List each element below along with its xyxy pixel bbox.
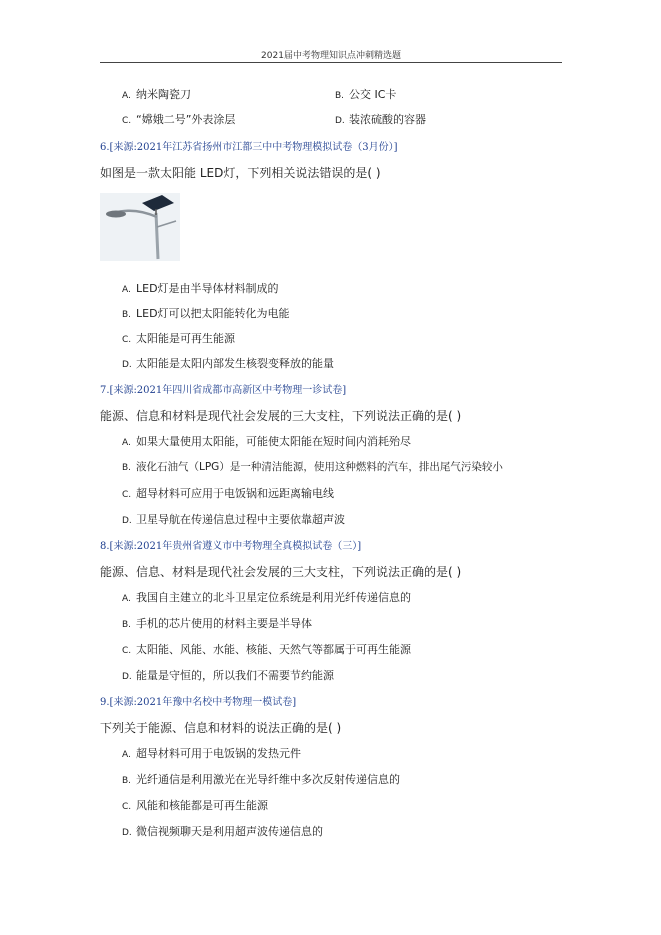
q9-option-b: B. 光纤通信是利用激光在光导纤维中多次反射传递信息的 xyxy=(122,773,400,786)
q5-option-c: C. “嫦娥二号”外表涂层 xyxy=(122,113,236,126)
q8-option-a: A. 我国自主建立的北斗卫星定位系统是利用光纤传递信息的 xyxy=(122,591,411,604)
q8-stem: 能源、信息、材料是现代社会发展的三大支柱，下列说法正确的是( ) xyxy=(100,565,462,579)
q6-option-a: A. LED灯是由半导体材料制成的 xyxy=(122,282,279,295)
q7-stem: 能源、信息和材料是现代社会发展的三大支柱，下列说法正确的是( ) xyxy=(100,409,462,423)
q8-option-c: C. 太阳能、风能、水能、核能、天然气等都属于可再生能源 xyxy=(122,643,411,656)
q9-stem: 下列关于能源、信息和材料的说法正确的是( ) xyxy=(100,721,342,735)
q9-option-c: C. 风能和核能都是可再生能源 xyxy=(122,799,268,812)
q7-option-d: D. 卫星导航在传递信息过程中主要依靠超声波 xyxy=(122,513,345,526)
page-header: 2021届中考物理知识点冲刺精选题 xyxy=(261,51,401,61)
q8-source: 8.[来源:2021年贵州省遵义市中考物理全真模拟试卷（三）] xyxy=(100,541,362,552)
q9-option-a: A. 超导材料可用于电饭锅的发热元件 xyxy=(122,747,301,760)
q6-source: 6.[来源:2021年江苏省扬州市江都三中中考物理模拟试卷（3月份）] xyxy=(100,142,398,153)
q5-option-b: B. 公交 IC卡 xyxy=(335,88,397,101)
header-divider xyxy=(100,62,562,63)
q8-option-b: B. 手机的芯片使用的材料主要是半导体 xyxy=(122,617,312,630)
q6-option-d: D. 太阳能是太阳内部发生核裂变释放的能量 xyxy=(122,357,334,370)
q6-option-c: C. 太阳能是可再生能源 xyxy=(122,332,235,345)
q9-source: 9.[来源:2021年豫中名校中考物理一模试卷] xyxy=(100,697,297,708)
solar-led-lamp-image xyxy=(100,193,180,261)
q8-option-d: D. 能量是守恒的，所以我们不需要节约能源 xyxy=(122,669,334,682)
q9-option-d: D. 微信视频聊天是利用超声波传递信息的 xyxy=(122,825,323,838)
q7-source: 7.[来源:2021年四川省成都市高新区中考物理一诊试卷] xyxy=(100,385,347,396)
q6-stem: 如图是一款太阳能 LED灯，下列相关说法错误的是( ) xyxy=(100,166,381,180)
q7-option-a: A. 如果大量使用太阳能，可能使太阳能在短时间内消耗殆尽 xyxy=(122,435,411,448)
q5-option-a: A. 纳米陶瓷刀 xyxy=(122,88,191,101)
q5-option-d: D. 装浓硫酸的容器 xyxy=(335,113,426,126)
q7-option-c: C. 超导材料可应用于电饭锅和远距离输电线 xyxy=(122,487,334,500)
q6-option-b: B. LED灯可以把太阳能转化为电能 xyxy=(122,307,290,320)
q7-option-b: B. 液化石油气（LPG）是一种清洁能源，使用这种燃料的汽车，排出尾气污染较小 xyxy=(122,461,503,473)
